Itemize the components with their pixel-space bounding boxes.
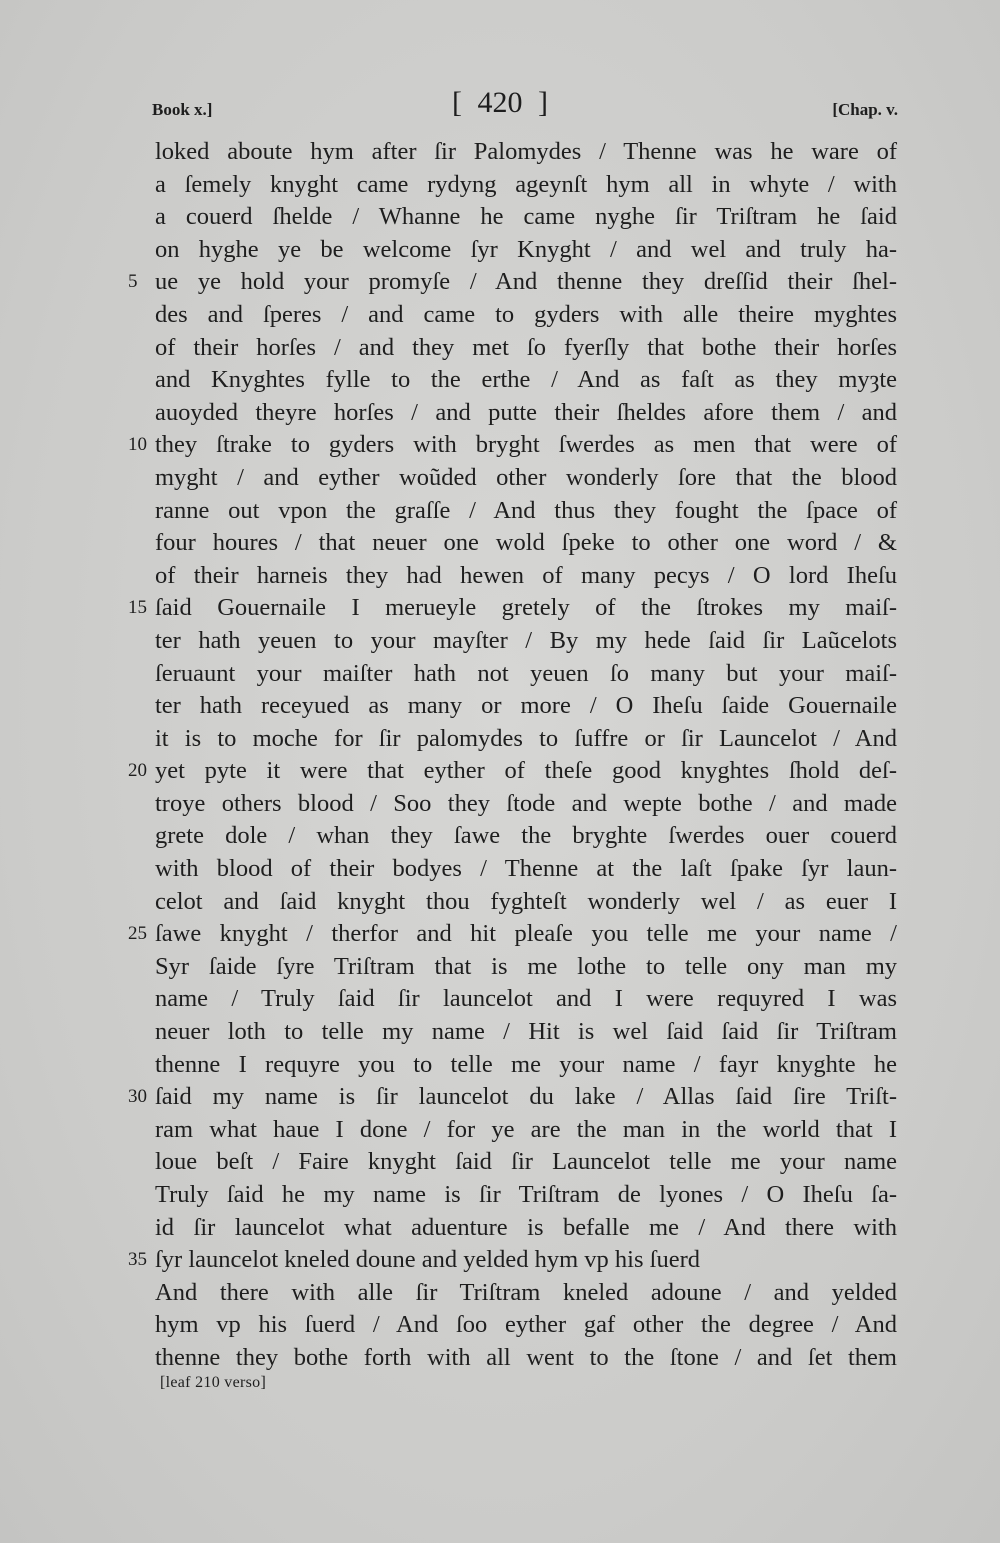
- line-text: id ſir launcelot what aduenture is befalle me / And there with: [155, 1213, 897, 1241]
- text-line: [155, 397, 897, 430]
- body-text: [128, 136, 897, 1375]
- text-line: [155, 625, 897, 658]
- text-line: [155, 886, 897, 919]
- text-line: [155, 299, 897, 332]
- line-text: name / Truly ſaid ſir launcelot and I were requyred I was: [155, 985, 897, 1013]
- line-text: it is to moche for ſir palomydes to ſuffre or ſir Launcelot / And: [155, 724, 897, 752]
- line-text: celot and ſaid knyght thou fyghteſt wonderly wel / as euer I: [155, 887, 897, 915]
- line-number: 35: [128, 1249, 147, 1271]
- text-line: [155, 1277, 897, 1310]
- text-line: [128, 592, 897, 625]
- leaf-note: [leaf 210 verso]: [160, 1374, 267, 1391]
- line-text: of their harneis they had hewen of many pecys / O lord Iheſu: [155, 561, 897, 589]
- text-line: [155, 1212, 897, 1245]
- line-text: ſaid my name is ſir launcelot du lake / Allas ſaid ſire Triſt-: [155, 1083, 897, 1111]
- line-text: And there with alle ſir Triſtram kneled adoune / and yelded: [155, 1278, 897, 1306]
- text-line: [155, 788, 897, 821]
- text-line: [128, 266, 897, 299]
- text-line: [128, 755, 897, 788]
- text-line: [155, 658, 897, 691]
- text-line: [155, 820, 897, 853]
- line-number: 5: [128, 271, 138, 293]
- text-line: [155, 1114, 897, 1147]
- text-line: [155, 1309, 897, 1342]
- line-text: Syr ſaide ſyre Triſtram that is me lothe to telle ony man my: [155, 952, 897, 980]
- line-text: des and ſperes / and came to gyders with alle theire myghtes: [155, 300, 897, 328]
- line-text: of their horſes / and they met ſo fyerſly that bothe their horſes: [155, 333, 897, 361]
- line-text: loked aboute hym after ſir Palomydes / Thenne was he ware of: [155, 138, 897, 165]
- line-number: 30: [128, 1086, 147, 1108]
- text-line: [155, 723, 897, 756]
- line-text: a couerd ſhelde / Whanne he came nyghe ſir Triſtram he ſaid: [155, 203, 897, 231]
- text-line: [155, 1179, 897, 1212]
- running-head: [0, 86, 1000, 126]
- text-line: [155, 169, 897, 202]
- line-text: grete dole / whan they ſawe the bryghte ſwerdes ouer couerd: [155, 822, 897, 850]
- text-line: [155, 1342, 897, 1375]
- chapter-number: [Chap. v.: [832, 100, 898, 119]
- line-text: ter hath yeuen to your mayſter / By my hede ſaid ſir Laũcelots: [155, 626, 897, 654]
- line-number: 25: [128, 923, 147, 945]
- text-line: [155, 951, 897, 984]
- text-line: [155, 1049, 897, 1082]
- line-text: myght / and eyther woũded other wonderly ſore that the blood: [155, 463, 897, 491]
- line-text: Truly ſaid he my name is ſir Triſtram de lyones / O Iheſu ſa-: [155, 1181, 897, 1208]
- line-text: loue beſt / Faire knyght ſaid ſir Launcelot telle me your name: [155, 1148, 897, 1176]
- line-number: 20: [128, 760, 147, 782]
- line-text: yet pyte it were that eyther of theſe good knyghtes ſhold deſ-: [155, 757, 897, 785]
- line-number: 10: [128, 434, 147, 456]
- text-line: [155, 1146, 897, 1179]
- line-text: ranne out vpon the graſſe / And thus they fought the ſpace of: [155, 496, 897, 524]
- line-text: hym vp his ſuerd / And ſoo eyther gaf other the degree / And: [155, 1311, 897, 1339]
- text-line: [128, 1081, 897, 1114]
- page-number: [ 420 ]: [452, 86, 548, 119]
- text-line: [128, 918, 897, 951]
- line-text: ſawe knyght / therfor and hit pleaſe you telle me your name /: [155, 920, 897, 948]
- text-line: [155, 332, 897, 365]
- text-line: [155, 560, 897, 593]
- text-line: [155, 853, 897, 886]
- text-line: [128, 1244, 897, 1277]
- text-line: [128, 429, 897, 462]
- book-number: Book x.]: [152, 100, 213, 119]
- line-text: ter hath receyued as many or more / O Iheſu ſaide Gouernaile: [155, 692, 897, 720]
- line-text: auoyded theyre horſes / and putte their ſheldes afore them / and: [155, 398, 897, 426]
- text-line: [155, 201, 897, 234]
- line-text: on hyghe ye be welcome ſyr Knyght / and wel and truly ha-: [155, 235, 897, 263]
- line-text: ue ye hold your promyſe / And thenne they dreſſid their ſhel-: [155, 268, 897, 296]
- text-line: [155, 1016, 897, 1049]
- line-text: ſaid Gouernaile I merueyle gretely of the ſtrokes my maiſ-: [155, 594, 897, 622]
- text-line: [155, 495, 897, 528]
- line-text: thenne they bothe forth with all went to the ſtone / and ſet them: [155, 1343, 897, 1371]
- text-line: [155, 136, 897, 169]
- line-text: four houres / that neuer one wold ſpeke to other one word / &: [155, 529, 897, 557]
- text-line: [155, 983, 897, 1016]
- line-text: and Knyghtes fylle to the erthe / And as faſt as they myȝte: [155, 366, 897, 394]
- line-text: troye others blood / Soo they ſtode and wepte bothe / and made: [155, 789, 897, 817]
- text-line: [155, 690, 897, 723]
- line-text: ſeruaunt your maiſter hath not yeuen ſo many but your maiſ-: [155, 659, 897, 687]
- text-line: [155, 527, 897, 560]
- text-line: [155, 234, 897, 267]
- line-text: thenne I requyre you to telle me your name / fayr knyghte he: [155, 1050, 897, 1078]
- line-text: they ſtrake to gyders with bryght ſwerdes as men that were of: [155, 431, 897, 459]
- line-text: neuer loth to telle my name / Hit is wel ſaid ſaid ſir Triſtram: [155, 1018, 897, 1046]
- line-text: with blood of their bodyes / Thenne at the laſt ſpake ſyr laun-: [155, 855, 897, 883]
- line-number: 15: [128, 597, 147, 619]
- line-text: a ſemely knyght came rydyng ageynſt hym all in whyte / with: [155, 170, 897, 198]
- line-text: ſyr launcelot kneled doune and yelded hym vp his ſuerd: [155, 1246, 700, 1274]
- line-text: ram what haue I done / for ye are the man in the world that I: [155, 1115, 897, 1143]
- text-line: [155, 462, 897, 495]
- text-line: [155, 364, 897, 397]
